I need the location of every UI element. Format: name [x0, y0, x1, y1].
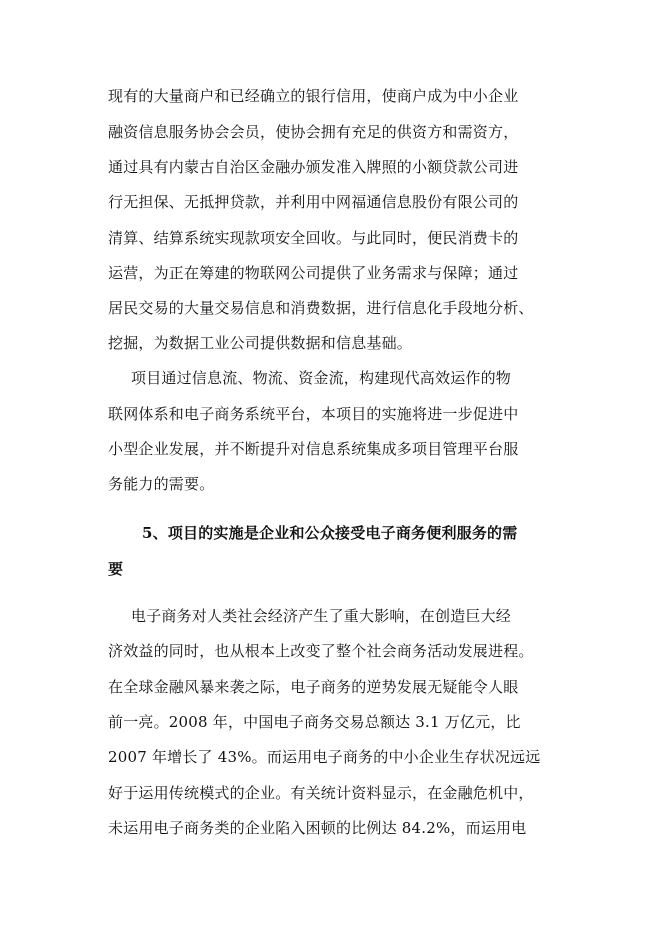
paragraph-1-line: 融资信息服务协会会员，使协会拥有充足的供资方和需资方，: [108, 123, 519, 141]
paragraph-1-line: 行无担保、无抵押贷款，并利用中网福通信息股份有限公司的: [108, 193, 519, 211]
paragraph-3-line: 2007 年增长了 43%。而运用电子商务的中小企业生存状况远远: [108, 748, 541, 766]
paragraph-1-line: 清算、结算系统实现款项安全回收。与此同时，便民消费卡的: [108, 229, 519, 247]
paragraph-3-line: 前一亮。2008 年，中国电子商务交易总额达 3.1 万亿元，比: [108, 713, 521, 731]
paragraph-3-line: 好于运用传统模式的企业。有关统计资料显示，在金融危机中，: [108, 784, 534, 802]
paragraph-2-line: 务能力的需要。: [108, 475, 215, 493]
section-heading-continuation: 要: [108, 560, 124, 578]
paragraph-1-line: 运营，为正在筹建的物联网公司提供了业务需求与保障；通过: [108, 264, 519, 282]
paragraph-2-line: 项目通过信息流、物流、资金流，构建现代高效运作的物: [131, 369, 512, 387]
paragraph-2-line: 联网体系和电子商务系统平台，本项目的实施将进一步促进中: [108, 405, 519, 423]
paragraph-1-line: 居民交易的大量交易信息和消费数据，进行信息化手段地分析、: [108, 299, 534, 317]
paragraph-1-line: 挖掘，为数据工业公司提供数据和信息基础。: [108, 334, 413, 352]
paragraph-3-line: 未运用电子商务类的企业陷入困顿的比例达 84.2%，而运用电: [108, 819, 527, 837]
paragraph-3-line: 济效益的同时，也从根本上改变了整个社会商务活动发展进程。: [108, 642, 534, 660]
paragraph-1-line: 通过具有内蒙古自治区金融办颁发准入牌照的小额贷款公司进: [108, 158, 519, 176]
paragraph-2-line: 小型企业发展，并不断提升对信息系统集成多项目管理平台服: [108, 440, 519, 458]
paragraph-3-line: 在全球金融风暴来袭之际，电子商务的逆势发展无疑能令人眼: [108, 678, 519, 696]
section-heading: 5、项目的实施是企业和公众接受电子商务便利服务的需: [142, 524, 518, 542]
paragraph-3-line: 电子商务对人类社会经济产生了重大影响，在创造巨大经: [131, 607, 512, 625]
paragraph-1-line: 现有的大量商户和已经确立的银行信用，使商户成为中小企业: [108, 87, 519, 105]
